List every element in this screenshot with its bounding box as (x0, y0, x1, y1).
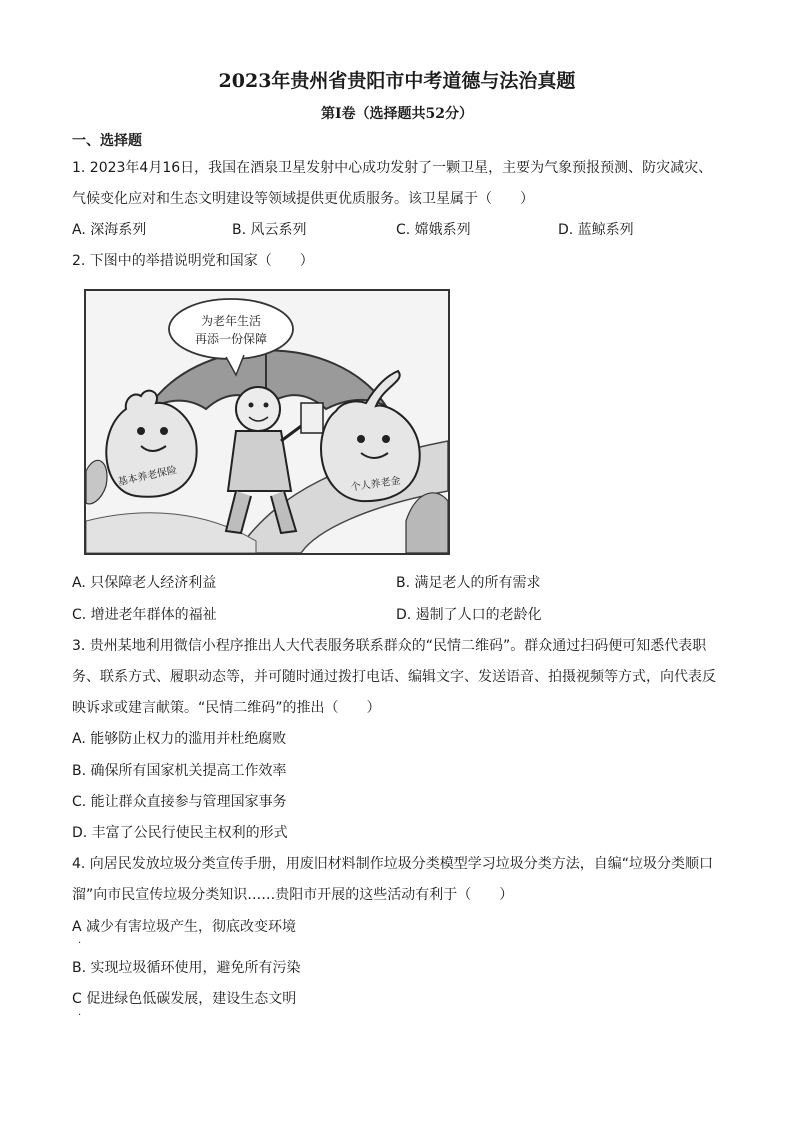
cartoon-illustration (86, 291, 448, 553)
left-bag-eye (137, 427, 145, 435)
q2-option-a[interactable]: A. 只保障老人经济利益 (72, 575, 217, 591)
scan-artifact-dot: · (78, 1010, 82, 1021)
right-bag-label: 个人养老金 (350, 475, 402, 494)
scan-artifact-dot: · (78, 938, 82, 949)
q3-option-d[interactable]: D. 丰富了公民行使民主权利的形式 (72, 825, 288, 841)
old-man-head (236, 387, 280, 431)
bubble-text-line1: 为老年生活 (200, 314, 262, 328)
old-man-book (301, 403, 323, 433)
q3-stem-line2: 务、联系方式、履职动态等，并可随时通过拨打电话、编辑文字、发送语音、拍摄视频等方式，向代表反 (72, 669, 716, 685)
right-bag-eye (357, 435, 365, 443)
q1-option-b[interactable]: B. 风云系列 (232, 222, 307, 238)
q2-option-b[interactable]: B. 满足老人的所有需求 (396, 575, 541, 591)
q3-option-b[interactable]: B. 确保所有国家机关提高工作效率 (72, 763, 287, 779)
q4-stem-line2: 溜”向市民宣传垃圾分类知识……贵阳市开展的这些活动有利于（ ） (72, 887, 514, 903)
q1-stem-line2: 气候变化应对和生态文明建设等领域提供更优质服务。该卫星属于（ ） (72, 191, 534, 207)
page-subtitle: 第Ⅰ卷（选择题共52分） (320, 106, 474, 122)
q4-option-c[interactable]: C 促进绿色低碳发展，建设生态文明 (72, 991, 297, 1007)
q1-stem-line1: 1. 2023年4月16日，我国在酒泉卫星发射中心成功发射了一颗卫星，主要为气象预报预测、防灾减灾、 (72, 160, 713, 176)
left-bag-eye (160, 427, 168, 435)
old-man-eye (264, 403, 269, 408)
q4-option-b[interactable]: B. 实现垃圾循环使用，避免所有污染 (72, 960, 301, 976)
q2-option-c[interactable]: C. 增进老年群体的福祉 (72, 607, 217, 623)
q1-option-c[interactable]: C. 嫦娥系列 (396, 222, 471, 238)
old-man-eye (249, 403, 254, 408)
bubble-text-line2: 再添一份保障 (194, 332, 268, 346)
section-heading: 一、选择题 (72, 133, 142, 149)
q4-stem-line1: 4. 向居民发放垃圾分类宣传手册，用废旧材料制作垃圾分类模型学习垃圾分类方法，自编“垃圾分类顺口 (72, 856, 714, 872)
q3-stem-line1: 3. 贵州某地利用微信小程序推出人大代表服务联系群众的“民情二维码”。群众通过扫码便可知悉代表职 (72, 638, 707, 654)
right-bag-eye (382, 435, 390, 443)
q2-option-d[interactable]: D. 遏制了人口的老龄化 (396, 607, 542, 623)
left-bag-label: 基本养老保险 (116, 464, 178, 489)
q2-stem: 2. 下图中的举措说明党和国家（ ） (72, 253, 314, 269)
q1-option-d[interactable]: D. 蓝鲸系列 (558, 222, 634, 238)
q3-option-c[interactable]: C. 能让群众直接参与管理国家事务 (72, 794, 287, 810)
q1-option-a[interactable]: A. 深海系列 (72, 222, 147, 238)
page-title: 2023年贵州省贵阳市中考道德与法治真题 (218, 70, 576, 92)
q3-option-a[interactable]: A. 能够防止权力的滥用并杜绝腐败 (72, 731, 287, 747)
q4-option-a[interactable]: A 减少有害垃圾产生，彻底改变环境 (72, 919, 297, 935)
speech-bubble (169, 299, 293, 359)
q2-cartoon-figure (84, 289, 450, 555)
q3-stem-line3: 映诉求或建言献策。“民情二维码”的推出（ ） (72, 700, 381, 716)
